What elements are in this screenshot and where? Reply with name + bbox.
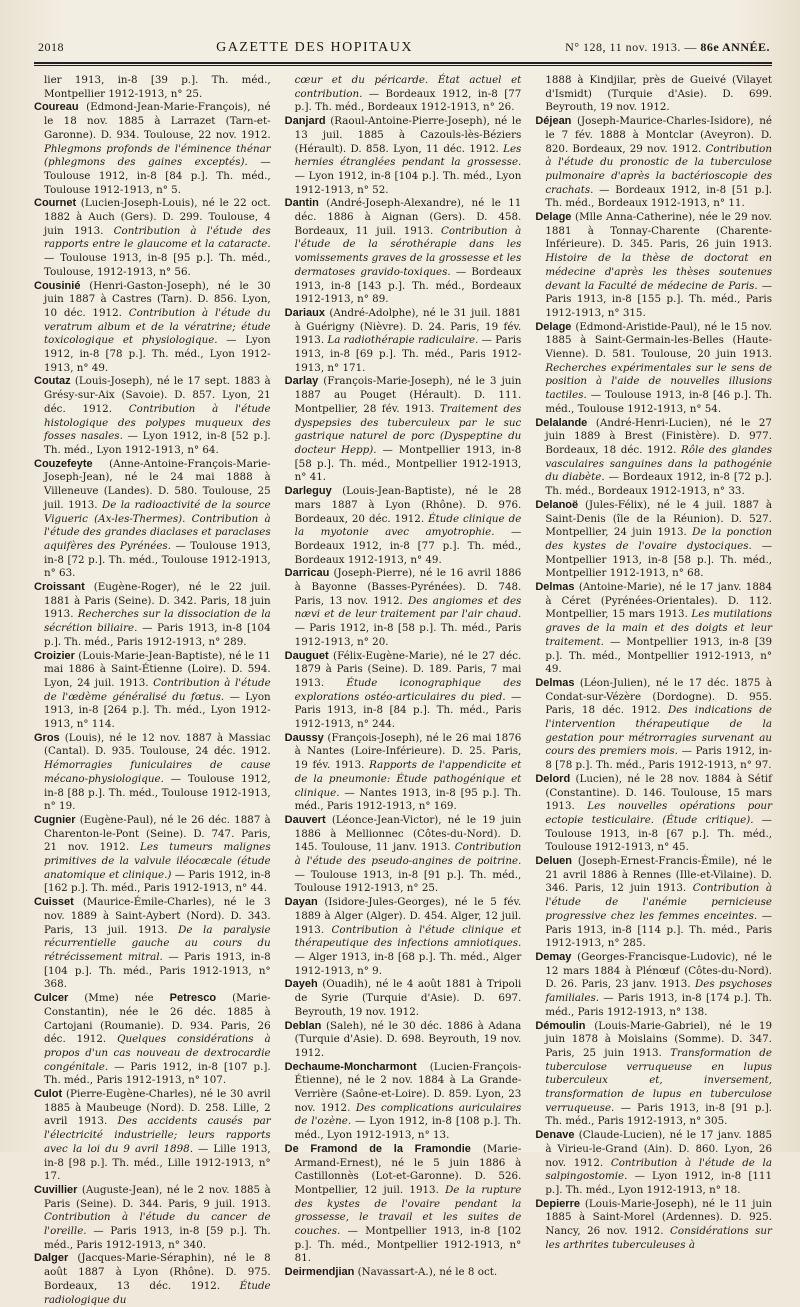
author-name: Depierre bbox=[535, 1197, 580, 1210]
publication-info: — Montpellier 1913, in-8 [39 p.]. Th. méd., Montpellier 1912-1913, n° 49. bbox=[545, 635, 772, 676]
thesis-entry bbox=[34, 992, 271, 1088]
thesis-entry bbox=[34, 74, 271, 101]
entry-details: (Louis-Marie-Joseph), né le 11 juin 1885 à Saint-Morel (Ardennes). D. 925. Nancy, 26 nov. 1912. bbox=[545, 1197, 772, 1238]
entry-details: (André-Henri-Lucien), né le 27 juin 1889 à Brest (Finistère). D. 977. Bordeaux, 18 déc. 1912. bbox=[545, 416, 772, 456]
thesis-title: Contribution à l'étude du veratrum album et de la vératrine; étude toxicologique et physiologique. bbox=[44, 306, 271, 347]
author-name: Démoulin bbox=[535, 1019, 586, 1032]
publication-info: — Toulouse 1913, in-8 [46 p.]. Th. méd., Toulouse 1912-1913, n° 54. bbox=[545, 389, 772, 415]
entry-details: (Claude-Lucien), né le 17 janv. 1885 à Virieu-le-Grand (Ain). D. 860. Lyon, 26 nov. 1912. bbox=[545, 1129, 772, 1169]
publication-info: — Lyon 1912, in-8 [104 p.]. Th. méd., Lyon 1912-1913, n° 52. bbox=[294, 169, 522, 196]
author-name: De Framond de la Framondie bbox=[284, 1142, 471, 1155]
publication-info: — Paris 1913, in-8 [84 p.]. Th. méd., Paris 1912-1913, n° 244. bbox=[294, 690, 522, 731]
thesis-title: Contribution à l'étude de la sérothérapie dans les vomissements graves de la grossesse et les dermatoses gravido-toxiques. bbox=[294, 224, 522, 278]
thesis-entry bbox=[34, 101, 271, 197]
publication-info: — Toulouse 1913, in-8 [91 p.]. Th. méd., Toulouse 1912-1913, n° 25. bbox=[294, 868, 522, 895]
thesis-entry bbox=[285, 485, 522, 567]
thesis-entry bbox=[34, 896, 271, 992]
publication-info: — Toulouse 1912, in-8 [88 p.]. Th. méd., Toulouse 1912-1913, n° 19. bbox=[44, 772, 271, 813]
author-name: Dayan bbox=[284, 896, 318, 909]
author-name: Couzefeyte bbox=[34, 457, 93, 470]
publication-info: — Paris 1913, in-8 [104 p.]. Th. méd., Paris 1912-1913, n° 289. bbox=[44, 622, 271, 648]
entry-details: (Antoine-Marie), né le 17 janv. 1884 à Céret (Pyrénées-Orientales). D. 112. Montpellier, 15 mars 1913. bbox=[545, 581, 772, 621]
thesis-title: Les hernies étranglées pendant la grossesse. bbox=[294, 142, 522, 169]
author-name: Coureau bbox=[34, 101, 79, 114]
author-name: Delmas bbox=[535, 581, 575, 594]
publication-info: — Bordeaux 1912, in-8 [77 p.]. Th. méd., Bordeaux 1912-1913, n° 26. bbox=[294, 87, 522, 114]
publication-info: — Toulouse 1912, in-8 [84 p.]. Th. méd., Toulouse 1912-1913, n° 5. bbox=[44, 156, 271, 196]
entry-details: (Joseph-Ernest-Francis-Émile), né le 21 avril 1886 à Rennes (Ille-et-Vilaine). D. 346. Paris, 12 juin 1913. bbox=[545, 855, 772, 895]
publication-info: — Paris 1913, in-8 [155 p.]. Th. méd., Paris 1912-1913, n° 315. bbox=[545, 279, 772, 319]
thesis-title: Des complications auriculaires de l'ozène. bbox=[294, 1101, 522, 1128]
thesis-title: De la paralysie récurrentielle gauche au cours du rétrécissement mitral. bbox=[44, 923, 271, 963]
thesis-entry bbox=[34, 197, 271, 279]
thesis-entry bbox=[535, 951, 772, 1020]
publication-info: — Lyon 1912, in-8 [78 p.]. Th. méd., Lyon 1912-1913, n° 49. bbox=[44, 334, 271, 374]
entry-details: (Félix-Eugène-Marie), né le 27 déc. 1879 à Paris (Seine). D. 189. Paris, 7 mai 1913. bbox=[294, 649, 522, 689]
thesis-title: Étude clinique de la myotonie avec amyotrophie. bbox=[294, 512, 522, 539]
author-name: Cournet bbox=[34, 197, 77, 210]
author-name: Darlay bbox=[284, 375, 319, 388]
author-name: Delalande bbox=[535, 416, 588, 429]
publication-info: — Nantes 1913, in-8 [95 p.]. Th. méd., Paris 1912-1913, n° 169. bbox=[294, 786, 522, 813]
author-name: Dantin bbox=[284, 197, 319, 210]
thesis-title: Traitement des dyspepsies des tuberculeux par le suc gastrique naturel de porc (Dyspeptine du docteur Hepp). bbox=[294, 402, 522, 456]
entry-details: (Pierre-Eugène-Charles), né le 30 avril 1885 à Maubeuge (Nord). D. 258. Lille, 2 avril 1913. bbox=[44, 1088, 271, 1128]
author-name: Demay bbox=[535, 951, 572, 963]
publication-info: — Paris 1913, in-8 [69 p.]. Th. méd., Paris 1912-1913, n° 171. bbox=[294, 334, 522, 374]
publication-info: — Bordeaux 1912, in-8 [77 p.]. Th. méd., Bordeaux 1912-1913, n° 49. bbox=[294, 526, 522, 566]
entry-details: (Saleh), né le 30 déc. 1886 à Adana (Turquie d'Asie). D. 698. Beyrouth, 19 nov. 1912. bbox=[294, 1019, 522, 1059]
publication-info: — Lyon 1913, in-8 [264 p.]. Th. méd., Lyon 1912-1913, n° 114. bbox=[44, 690, 271, 731]
thesis-title: Contribution à l'étude des rapports entre le glaucome et la cataracte. bbox=[44, 224, 271, 251]
thesis-title: Hémorragies funiculaires de cause mécano-physiologique. bbox=[44, 759, 271, 785]
column-2 bbox=[285, 74, 522, 1307]
thesis-title: Les nouvelles opérations pour ectopie testiculaire. (Étude critique). bbox=[545, 800, 772, 826]
thesis-entry bbox=[34, 1184, 271, 1253]
publication-info: — Alger 1913, in-8 [68 p.]. Th. méd., Alger 1912-1913, n° 9. bbox=[294, 951, 522, 977]
entry-details: (Lucien-Joseph-Louis), né le 22 oct. 1882 à Auch (Gers). D. 299. Toulouse, 4 juin 1913. bbox=[44, 197, 271, 237]
publication-info: — Toulouse 1913, in-8 [67 p.]. Th. méd., Toulouse 1912-1913, n° 45. bbox=[545, 813, 772, 854]
thesis-entry bbox=[285, 1061, 522, 1143]
thesis-entry bbox=[285, 896, 522, 978]
thesis-title: Contribution à l'étude des pseudo-angines de poitrine. bbox=[294, 841, 522, 868]
author-name: Deblan bbox=[284, 1019, 322, 1032]
thesis-entry bbox=[285, 307, 522, 376]
thesis-title: Contribution à l'étude clinique et thérapeutique des infections amniotiques. bbox=[294, 923, 522, 950]
entry-details: (Joseph-Pierre), né le 16 avril 1886 à Bayonne (Basses-Pyrénées). D. 748. Paris, 13 nov. 1912. bbox=[294, 567, 522, 607]
entry-details: (Mlle Anna-Catherine), née le 29 nov. 1881 à Tonnay-Charente (Charente-Inférieure). D. 345. Paris, 26 juin 1913. bbox=[545, 211, 772, 251]
thesis-entry bbox=[535, 499, 772, 581]
entry-details: (Raoul-Antoine-Pierre-Joseph), né le 13 juil. 1885 à Cazouls-lès-Béziers (Hérault). D. 858. Lyon, 11 déc. 1912. bbox=[294, 115, 522, 155]
publication-info: — Bordeaux 1912, in-8 [72 p.]. Th. méd., Bordeaux 1912-1913, n° 33. bbox=[545, 471, 772, 498]
thesis-entry bbox=[285, 567, 522, 649]
author-name: Daussy bbox=[284, 731, 324, 744]
publication-info: — Paris 1912, in-8 [107 p.]. Th. méd., Paris 1912-1913, n° 107. bbox=[44, 1060, 271, 1087]
publication-info: — Montpellier 1913, in-8 [102 p.]. Th. méd., Montpellier 1912-1913, n° 81. bbox=[294, 1225, 522, 1265]
thesis-entry bbox=[285, 1266, 522, 1280]
thesis-entry bbox=[34, 375, 271, 457]
author-name: Deirmendjian bbox=[284, 1266, 355, 1279]
publication-info: — Bordeaux 1913, in-8 [143 p.]. Th. méd., Bordeaux 1912-1913, n° 89. bbox=[294, 265, 522, 306]
thesis-entry bbox=[285, 814, 522, 896]
thesis-entry bbox=[535, 417, 772, 499]
publication-info: — Lyon 1912, in-8 [111 p.]. Th. méd., Lyon 1912-1913, n° 18. bbox=[545, 1170, 772, 1196]
thesis-title: La radiothérapie radiculaire. bbox=[327, 334, 479, 347]
entry-details: (Joseph-Maurice-Charles-Isidore), né le 7 fév. 1888 à Montclar (Aveyron). D. 820. Bordeaux, 29 nov. 1912. bbox=[545, 115, 772, 155]
thesis-title: Contribution à l'étude du pronostic de la tuberculose pulmonaire d'après la bactérioscopie des crachats. bbox=[545, 142, 772, 196]
thesis-entry bbox=[34, 650, 271, 732]
entry-details: (Louis-Joseph), né le 17 sept. 1883 à Grésy-sur-Aix (Savoie). D. 857. Lyon, 21 déc. 1912. bbox=[44, 375, 271, 415]
column-3 bbox=[535, 74, 772, 1307]
thesis-entry bbox=[535, 1129, 772, 1198]
issue-date: N° 128, 11 nov. 1913. — bbox=[565, 40, 697, 54]
column-1 bbox=[34, 74, 271, 1307]
thesis-entry bbox=[285, 650, 522, 732]
thesis-entry bbox=[285, 115, 522, 197]
entry-details: lier 1913, in-8 [39 p.]. Th. méd., Montpellier 1912-1913, n° 25. bbox=[44, 74, 271, 100]
author-name: Dauvert bbox=[284, 813, 326, 826]
entry-details: (Louis), né le 12 nov. 1887 à Massiac (Cantal). D. 935. Toulouse, 24 déc. 1912. bbox=[44, 731, 271, 758]
entry-details: (Marie-Armand-Ernest), né le 5 juin 1886 à Castillonnès (Lot-et-Garonne). D. 526. Montpellier, 12 juil. 1913. bbox=[294, 1142, 522, 1196]
author-name: Croissant bbox=[34, 581, 85, 594]
running-header bbox=[34, 40, 772, 60]
thesis-entry bbox=[285, 74, 522, 115]
publication-info: — Paris 1912, in-8 [162 p.]. Th. méd., Paris 1912-1913, n° 44. bbox=[44, 868, 271, 895]
author-name: Petresco bbox=[169, 992, 217, 1005]
page-number: 2018 bbox=[38, 40, 64, 54]
thesis-title: De la ponction des kystes de l'ovaire dystociques. bbox=[545, 526, 772, 552]
year-label: 86e ANNÉE. bbox=[700, 40, 770, 54]
entry-details: (Anne-Antoine-François-Marie-Joseph-Jean), né le 24 mai 1888 à Villeneuve (Landes). D. 580. Toulouse, 25 juil. 1913. bbox=[44, 457, 271, 511]
author-name: Darleguy bbox=[284, 485, 332, 498]
entry-details: (Jules-Félix), né le 4 juil. 1887 à Saint-Denis (île de la Réunion). D. 527. Montpellier, 24 juin 1913. bbox=[545, 498, 772, 539]
author-name: Darricau bbox=[284, 567, 330, 580]
thesis-entry bbox=[285, 732, 522, 814]
thesis-title: Transformation de tuberculose verruqueuse en lupus tuberculeux et, inversement, transformation de lupus en tuberculose verruqueuse. bbox=[545, 1046, 772, 1114]
thesis-entry bbox=[535, 115, 772, 211]
thesis-entry bbox=[34, 280, 271, 376]
publication-info: — Toulouse 1913, in-8 [72 p.]. Th. méd., Toulouse 1912-1913, n° 63. bbox=[44, 539, 271, 580]
thesis-title: Contribution à l'étude histologique des polypes muqueux des fosses nasales. bbox=[44, 402, 271, 443]
author-name: Coutaz bbox=[34, 375, 71, 388]
thesis-entry bbox=[285, 1143, 522, 1266]
thesis-entry bbox=[535, 74, 772, 115]
thesis-title: Phlegmons profonds de l'éminence thénar (phlegmons des gaines exceptés). bbox=[44, 142, 271, 169]
author-name: Croizier bbox=[34, 649, 75, 662]
thesis-title: Les mutilations graves de la main et des doigts et leur traitement. bbox=[545, 608, 772, 648]
thesis-title: Des angiomes et des nævi et de leur traitement par l'air chaud. bbox=[294, 594, 522, 621]
thesis-title: Contribution à l'étude de l'œdème généralisé du fœtus. bbox=[44, 676, 271, 703]
entry-details: (François-Joseph), né le 26 mai 1876 à Nantes (Loire-Inférieure). D. 25. Paris, 19 fév. 1913. bbox=[294, 731, 522, 772]
thesis-title: Contribution à l'étude du cancer de l'oreille. bbox=[44, 1211, 271, 1238]
author-name: Culot bbox=[34, 1088, 63, 1101]
entry-details: (Jacques-Marie-Séraphin), né le 8 août 1887 à Lyon (Rhône). D. 975. Bordeaux, 13 déc. 1912. bbox=[44, 1252, 271, 1292]
thesis-title: De la radioactivité de la source Vigueric (Ax-les-Thermes). Contribution à l'étude des grandes diaclases et paraclases aquifères des Pyrénées. bbox=[44, 498, 271, 552]
entry-details: (Henri-Gaston-Joseph), né le 30 juin 1887 à Castres (Tarn). D. 856. Lyon, 10 déc. 1912. bbox=[44, 279, 271, 319]
thesis-entry bbox=[535, 1198, 772, 1253]
entry-details: (Mme) née bbox=[68, 992, 170, 1005]
author-name: Cuvillier bbox=[34, 1183, 78, 1196]
publication-info: — Lille 1913, in-8 [98 p.]. Th. méd., Lille 1912-1913, n° 17. bbox=[44, 1142, 271, 1183]
entry-details: (Edmond-Aristide-Paul), né le 15 nov. 1885 à Saint-Germain-les-Belles (Haute-Vienne). D. 581. Toulouse, 20 juin 1913. bbox=[545, 320, 772, 361]
author-name: Cuisset bbox=[34, 896, 74, 909]
thesis-title: Rapports de l'appendicite et de la pneumonie: Étude pathogénique et clinique. bbox=[294, 759, 522, 799]
entry-details: (Ouadih), né le 4 août 1881 à Tripoli de Syrie (Turquie d'Asie). D. 697. Beyrouth, 19 nov. 1912. bbox=[294, 978, 522, 1018]
author-name: Danjard bbox=[284, 115, 326, 128]
entry-details: (Navassart-A.), né le 8 oct. bbox=[354, 1266, 498, 1279]
thesis-title: Des indications de l'intervention thérapeutique de la gestation pour métrorragies survenant au cours des premiers mois. bbox=[545, 704, 772, 758]
thesis-entry bbox=[535, 773, 772, 855]
publication-info: — Bordeaux 1912, in-8 [51 p.]. Th. méd., Bordeaux 1912-1913, n° 11. bbox=[545, 183, 772, 210]
publication-info: — Paris 1913, in-8 [104 p.]. Th. méd., Paris 1912-1913, n° 368. bbox=[44, 951, 271, 991]
thesis-title: Contribution à l'étude de la salpingostomie. bbox=[545, 1156, 772, 1183]
thesis-entry bbox=[535, 321, 772, 417]
thesis-entry bbox=[535, 1020, 772, 1130]
thesis-entry bbox=[285, 375, 522, 485]
thesis-entry bbox=[285, 197, 522, 307]
thesis-title: Recherches expérimentales sur le sens de position à l'aide de nouvelles illusions tactiles. bbox=[545, 361, 772, 402]
publication-info: — Lyon 1912, in-8 [108 p.]. Th. méd., Lyon 1912-1913, n° 13. bbox=[294, 1115, 522, 1142]
entry-details: (Léonce-Jean-Victor), né le 19 juin 1886 à Mellionnec (Côtes-du-Nord). D. 145. Toulouse, 11 janv. 1913. bbox=[294, 813, 522, 854]
entry-details: (Auguste-Jean), né le 2 nov. 1885 à Paris (Seine). D. 344. Paris, 9 juil. 1913. bbox=[44, 1183, 271, 1210]
thesis-title: Étude radiologique du bbox=[44, 1279, 271, 1306]
header-rule-thin bbox=[34, 65, 772, 66]
entry-details: (François-Marie-Joseph), né le 3 juin 1887 au Pouget (Hérault). D. 111. Montpellier, 28 fév. 1913. bbox=[294, 375, 522, 415]
entry-details: 1888 à Kindjilar, près de Gueivé (Vilayet d'Ismidt) (Turquie d'Asie). D. 699. Beyrouth, 19 nov. 1912. bbox=[545, 74, 772, 114]
entry-details: (Eugène-Paul), né le 26 déc. 1887 à Charenton-le-Pont (Seine). D. 747. Paris, 21 nov. 1912. bbox=[44, 813, 271, 854]
publication-info: — Montpellier 1913, in-8 [58 p.]. Th. méd., Montpellier 1912-1913, n° 41. bbox=[294, 443, 522, 484]
entry-details: (Georges-Francisque-Ludovic), né le 12 mars 1884 à Plénœuf (Côtes-du-Nord). D. 26. Paris, 23 janv. 1913. bbox=[545, 951, 772, 991]
thesis-entry bbox=[34, 732, 271, 814]
entry-details: (Lucien-François-Étienne), né le 2 nov. 1884 à La Grande-Verrière (Saône-et-Loire). D. 859. Lyon, 23 nov. 1912. bbox=[294, 1060, 522, 1114]
entry-details: (Léon-Julien), né le 17 déc. 1875 à Condat-sur-Vézère (Dordogne). D. 955. Paris, 18 déc. 1912. bbox=[545, 676, 772, 717]
author-name: Delage bbox=[535, 320, 572, 333]
entry-details: (Lucien), né le 28 nov. 1884 à Sétif (Constantine). D. 146. Toulouse, 15 mars 1913. bbox=[545, 772, 772, 813]
thesis-title: cœur et du péricarde. État actuel et contribution. bbox=[294, 74, 522, 100]
author-name: Delord bbox=[535, 772, 571, 785]
entry-details: (Maurice-Émile-Charles), né le 3 nov. 1889 à Saint-Aybert (Nord). D. 343. Paris, 13 juil. 1913. bbox=[44, 896, 271, 936]
author-name: Déjean bbox=[535, 115, 572, 128]
author-name: Denave bbox=[535, 1129, 575, 1142]
thesis-entry bbox=[34, 581, 271, 650]
author-name: Gros bbox=[34, 731, 60, 744]
thesis-title: Contribution à l'étude de l'anémie pernicieuse progressive chez les femmes enceintes. bbox=[545, 882, 772, 922]
thesis-entry bbox=[34, 458, 271, 581]
author-name: Cousinié bbox=[34, 279, 81, 292]
entry-details: (Louis-Marie-Jean-Baptiste), né le 11 mai 1886 à Saint-Étienne (Loire). D. 594. Lyon, 24 juil. 1913. bbox=[44, 649, 271, 689]
author-name: Dechaume-Moncharmont bbox=[284, 1060, 417, 1073]
issue-info bbox=[565, 40, 770, 55]
thesis-title: Des psychoses familiales. bbox=[545, 978, 772, 1005]
journal-title: GAZETTE DES HOPITAUX bbox=[216, 40, 413, 55]
publication-info: — Paris 1912, in-8 [78 p.]. Th. méd., Paris 1912-1913, n° 97. bbox=[545, 745, 772, 772]
entry-details: (Louis-Jean-Baptiste), né le 28 mars 1887 à Lyon (Rhône). D. 976. Bordeaux, 20 déc. 1912. bbox=[294, 485, 522, 525]
thesis-listing bbox=[34, 74, 773, 1306]
thesis-title: Des accidents causés par l'électricité industrielle; leurs rapports avec la loi du 9 avril 1898. bbox=[44, 1115, 271, 1155]
thesis-entry bbox=[34, 814, 271, 896]
thesis-title: Histoire de la thèse de doctorat en médecine d'après les thèses soutenues devant la Faculté de médecine de Paris. bbox=[545, 252, 772, 292]
publication-info: — Paris 1913, in-8 [114 p.]. Th. méd., Paris 1912-1913, n° 285. bbox=[545, 909, 772, 950]
entry-details: (Louis-Marie-Gabriel), né le 19 juin 1878 à Moislains (Somme). D. 347. Paris, 25 juin 1913. bbox=[545, 1019, 772, 1059]
thesis-title: Quelques considérations à propos d'un cas nouveau de dextrocardie congénitale. bbox=[44, 1033, 271, 1073]
thesis-entry bbox=[285, 978, 522, 1019]
thesis-title: De la rupture des kystes de l'ovaire pendant la grossesse, le travail et les suites de couches. bbox=[294, 1183, 522, 1238]
thesis-title: Rôle des glandes vasculaires sanguines dans la pathogénie du diabète. bbox=[545, 443, 772, 484]
publication-info: — Montpellier 1913, in-8 [58 p.]. Th. méd., Montpellier 1912-1913, n° 68. bbox=[545, 539, 773, 580]
thesis-entry bbox=[535, 855, 772, 951]
author-name: Delanoë bbox=[535, 498, 579, 511]
entry-details: (Edmond-Jean-Marie-François), né le 18 nov. 1885 à Larrazet (Tarn-et-Garonne). D. 934. Toulouse, 22 nov. 1912. bbox=[44, 101, 271, 141]
thesis-entry bbox=[34, 1252, 271, 1307]
author-name: Cugnier bbox=[34, 813, 76, 826]
publication-info: — Paris 1912, in-8 [58 p.]. Th. méd., Paris 1912-1913, n° 20. bbox=[294, 622, 522, 648]
thesis-entry bbox=[535, 581, 772, 677]
author-name: Delage bbox=[535, 211, 572, 224]
publication-info: — Lyon 1912, in-8 [52 p.]. Th. méd., Lyon 1912-1913, n° 64. bbox=[44, 430, 271, 456]
entry-details: (André-Adolphe), né le 31 juil. 1881 à Guérigny (Nièvre). D. 24. Paris, 19 fév. 1913. bbox=[294, 306, 522, 347]
thesis-entry bbox=[34, 1088, 271, 1184]
publication-info: — Paris 1913, in-8 [91 p.]. Th. méd., Paris 1912-1913, n° 305. bbox=[545, 1101, 772, 1128]
thesis-title: Les tumeurs malignes primitives de la valvule iléocæcale (étude anatomique et clinique.) bbox=[44, 841, 271, 881]
author-name: Delmas bbox=[535, 676, 575, 689]
publication-info: — Paris 1913, in-8 [59 p.]. Th. méd., Paris 1912-1913, n° 340. bbox=[44, 1225, 271, 1251]
thesis-title: Étude iconographique des explorations ostéo-articulaires du pied. bbox=[294, 676, 522, 703]
publication-info: — Paris 1913, in-8 [174 p.]. Th. méd., Paris 1912-1913, n° 138. bbox=[545, 992, 772, 1018]
author-name: Dariaux bbox=[284, 306, 326, 319]
thesis-title: Recherches sur la dissociation de la sécrétion biliaire. bbox=[44, 608, 271, 635]
author-name: Culcer bbox=[34, 992, 69, 1005]
author-name: Deluen bbox=[535, 855, 573, 868]
author-name: Dayeh bbox=[284, 978, 318, 991]
header-rule bbox=[34, 62, 772, 64]
author-name: Dalger bbox=[34, 1252, 69, 1265]
thesis-title: Considérations sur les arthrites tuberculeuses à bbox=[545, 1225, 772, 1251]
author-name: Dauguet bbox=[284, 649, 329, 662]
thesis-entry bbox=[535, 677, 772, 773]
entry-details: (Marie-Constantin), née le 26 déc. 1885 à Cartojani (Roumanie). D. 934. Paris, 26 déc. 1912. bbox=[44, 992, 271, 1046]
publication-info: — Toulouse 1913, in-8 [95 p.]. Th. méd., Toulouse, 1912-1913, n° 56. bbox=[44, 252, 271, 278]
entry-details: (Isidore-Jules-Georges), né le 5 fév. 1889 à Alger (Alger). D. 454. Alger, 12 juil. 1913. bbox=[294, 896, 522, 936]
thesis-entry bbox=[285, 1020, 522, 1061]
thesis-entry bbox=[535, 211, 772, 321]
entry-details: (Eugène-Roger), né le 22 juil. 1881 à Paris (Seine). D. 342. Paris, 18 juin 1913. bbox=[44, 581, 271, 621]
entry-details: (André-Joseph-Alexandre), né le 11 déc. 1886 à Aignan (Gers). D. 458. Bordeaux, 11 juil. 1913. bbox=[294, 197, 522, 237]
